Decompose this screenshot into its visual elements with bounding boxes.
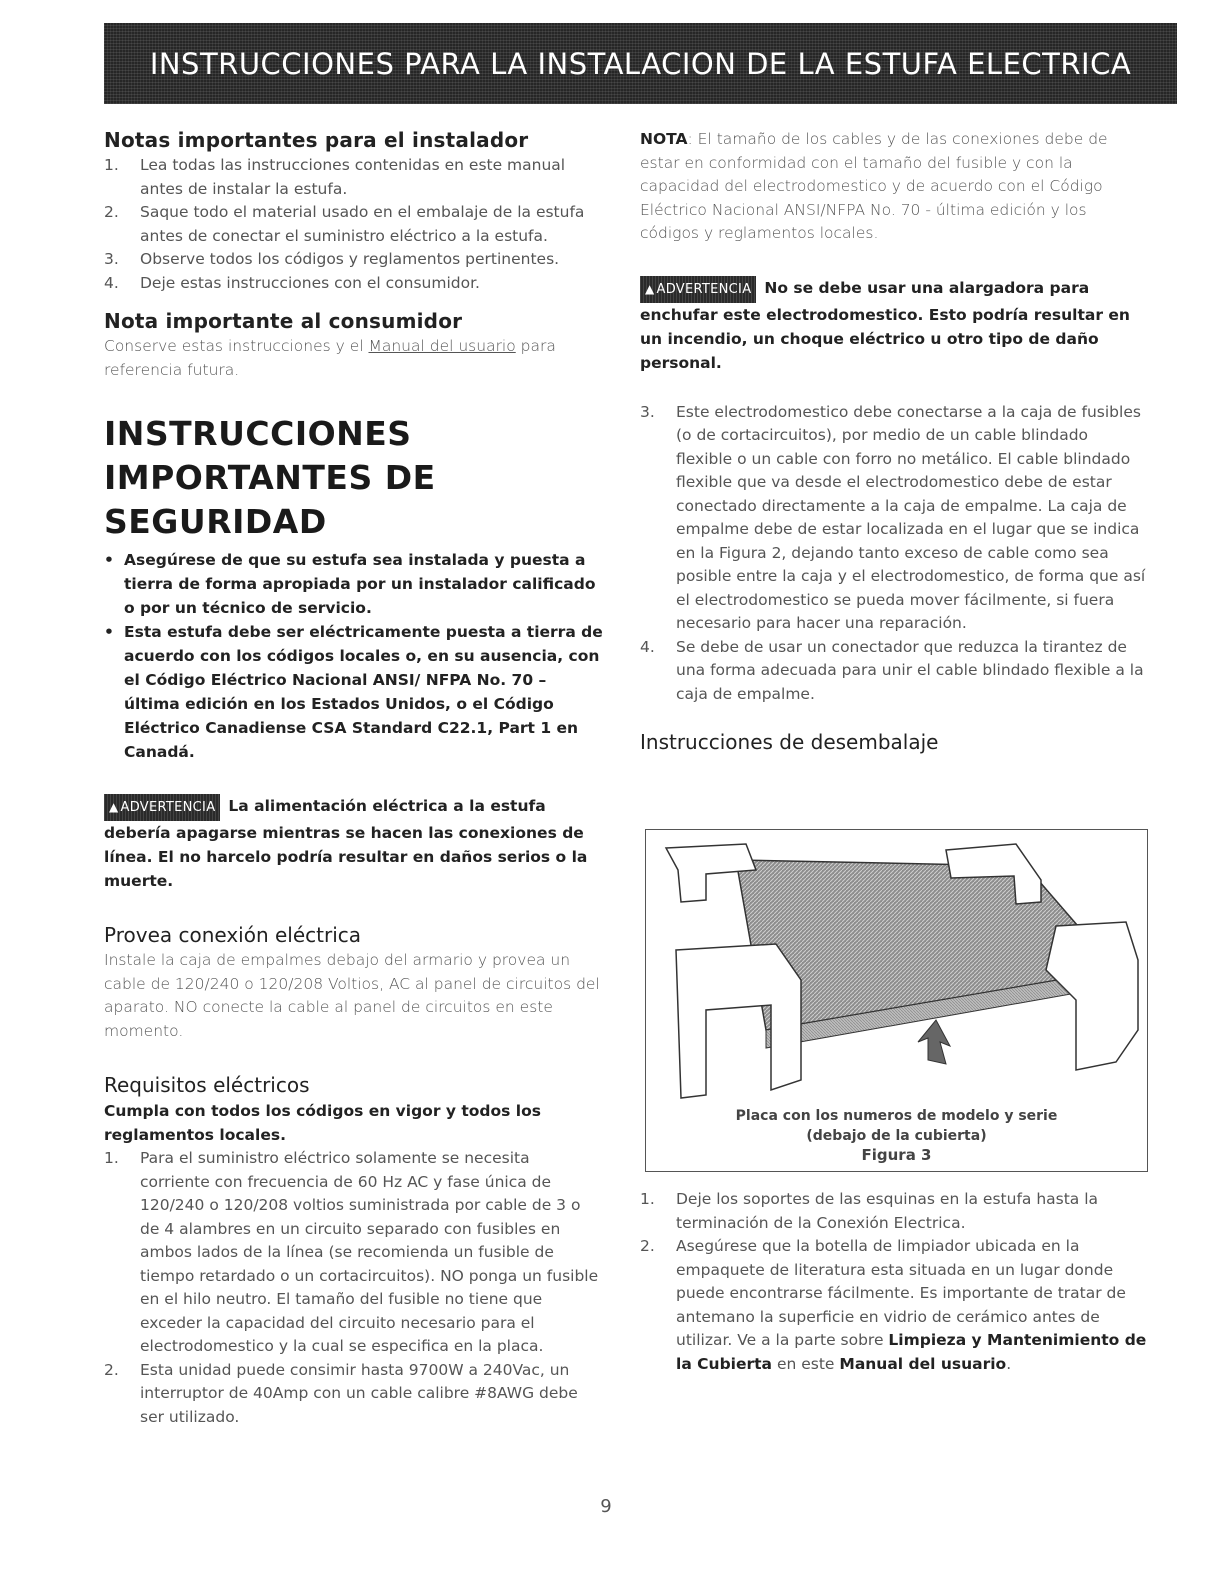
list-item: 2. Saque todo el material usado en el embalaje de la estufa antes de conectar el suministro eléctrico a la estufa. bbox=[104, 203, 585, 245]
safety-bullets bbox=[104, 548, 604, 764]
connection-steps-list bbox=[640, 401, 1148, 707]
figure-caption: Placa con los numeros de modelo y serie (debajo de la cubierta) bbox=[735, 1108, 1058, 1144]
unpacking-list bbox=[640, 1188, 1148, 1376]
list-item: 2. Esta unidad puede consimir hasta 9700W a 240Vac, un interruptor de 40Amp con un cable calibre #8AWG debe ser utilizado. bbox=[104, 1360, 578, 1426]
warning-extension-cord: ▲ ADVERTENCIA No se debe usar una alargadora para enchufar este electrodomestico. Esto podría resultar en un incendio, un choque eléctrico u otro tipo de daño personal. bbox=[640, 276, 1148, 375]
safety-title: INSTRUCCIONES IMPORTANTES DE SEGURIDAD bbox=[104, 414, 436, 541]
list-item: • Asegúrese de que su estufa sea instalada y puesta a tierra de forma apropiada por un instalador calificado o por un técnico de servicio. bbox=[104, 551, 596, 617]
list-item: 2. Asegúrese que la botella de limpiador ubicada en la empaquete de literatura esta situada en un lugar donde puede encontrarse fácilmente. Es importante de tratar de antemano la superficie en vidrio de cerámico antes de utilizar. Ve a la parte sobre Limpieza y Mantenimiento de la Cubierta en este Manual del usuario. bbox=[640, 1237, 1147, 1373]
unpacking-heading: Instrucciones de desembalaje bbox=[640, 730, 939, 754]
consumer-note-text: Conserve estas instrucciones y el Manual del usuario para referencia futura. bbox=[104, 337, 556, 379]
requirements-bold: Cumpla con todos los códigos en vigor y todos los reglamentos locales. bbox=[104, 1102, 541, 1144]
connection-heading: Provea conexión eléctrica bbox=[104, 923, 362, 947]
list-item: 1. Lea todas las instrucciones contenidas en este manual antes de instalar la estufa. bbox=[104, 156, 566, 198]
figure-title: Figura 3 bbox=[861, 1146, 932, 1164]
warning-power-off: ▲ ADVERTENCIA La alimentación eléctrica a la estufa debería apagarse mientras se hacen las conexiones de línea. El no harcelo podría resultar en daños serios o la muerte. bbox=[104, 794, 604, 893]
installer-notes-heading: Notas importantes para el instalador bbox=[104, 128, 529, 152]
figure-3 bbox=[645, 829, 1148, 1172]
unpacking-steps bbox=[640, 1188, 1148, 1376]
warning-badge: ▲ ADVERTENCIA bbox=[640, 276, 756, 303]
list-item: 3. Este electrodomestico debe conectarse a la caja de fusibles (o de cortacircuitos), por medio de un cable blindado flexible o un cable con forro no metálico. El cable blindado flexible que va desde el electrodomestico debe de estar conectado directamente a la caja de empalme. La caja de empalme debe de estar localizada en el lugar que se indica en la Figura 2, dejando tanto exceso de cable como sea posible entre la caja y el electrodomestico, de forma que así el electrodomestico se pueda mover fácilmente, si fuera necesario para hacer una reparación. bbox=[640, 402, 1146, 632]
list-item: 1. Para el suministro eléctrico solamente se necesita corriente con frecuencia de 60 Hz AC y fase única de 120/240 o 120/208 voltios suministrada por cable de 3 o de 4 alambres en un circuito separado con fusibles en ambos lados de la línea (se recomienda un fusible de tiempo retardado o un cortacircuitos). NO ponga un fusible en el hilo neutro. El tamaño del fusible no tiene que exceder la capacidad del circuito necesario para el electrodomestico y la cual se especifica en la placa. bbox=[104, 1149, 599, 1355]
nota-label: NOTA bbox=[640, 130, 688, 148]
banner-title: INSTRUCCIONES PARA LA INSTALACION DE LA ESTUFA ELECTRICA bbox=[149, 46, 1132, 81]
list-item: 1. Deje los soportes de las esquinas en la estufa hasta la terminación de la Conexión Electrica. bbox=[640, 1190, 1099, 1232]
requirements-heading: Requisitos eléctricos bbox=[104, 1073, 310, 1097]
requirements-list bbox=[104, 1147, 604, 1429]
left-column bbox=[104, 128, 604, 1429]
consumer-note-heading: Nota importante al consumidor bbox=[104, 309, 463, 333]
list-item: 3. Observe todos los códigos y reglamentos pertinentes. bbox=[104, 250, 560, 268]
warning-triangle-icon: ▲ bbox=[645, 281, 655, 296]
warning-triangle-icon: ▲ bbox=[109, 800, 119, 814]
list-item: • Esta estufa debe ser eléctricamente puesta a tierra de acuerdo con los códigos locales o, en su ausencia, con el Código Eléctrico Nacional ANSI/ NFPA No. 70 – última edición en los Estados Unidos, o el Código Eléctrico Canadiense CSA Standard C22.1, Part 1 en Canadá. bbox=[104, 623, 603, 761]
installer-notes-list bbox=[104, 154, 604, 295]
user-manual-link: Manual del usuario bbox=[368, 337, 516, 355]
list-item: 4. Se debe de usar un conectador que reduzca la tirantez de una forma adecuada para unir el cable blindado flexible a la caja de empalme. bbox=[640, 637, 1144, 703]
page-number: 9 bbox=[600, 1496, 612, 1517]
corner-support-front-left bbox=[676, 944, 801, 1098]
right-column bbox=[640, 128, 1148, 756]
arrow-icon bbox=[918, 1020, 950, 1064]
list-item: 4. Deje estas instrucciones con el consumidor. bbox=[104, 273, 480, 292]
nota-paragraph: NOTA: El tamaño de los cables y de las conexiones debe de estar en conformidad con el tamaño del fusible y con la capacidad del electrodomestico y de acuerdo con el Código Eléctrico Nacional ANSI/NFPA No. 70 - última edición y los códigos y reglamentos locales. bbox=[640, 130, 1108, 242]
connection-text: Instale la caja de empalmes debajo del armario y provea un cable de 120/240 o 120/208 Voltios, AC al panel de circuitos del aparato. NO conecte la cable al panel de circuitos en este momento. bbox=[104, 951, 600, 1040]
warning-badge: ▲ ADVERTENCIA bbox=[104, 794, 220, 821]
page-banner bbox=[104, 23, 1177, 104]
